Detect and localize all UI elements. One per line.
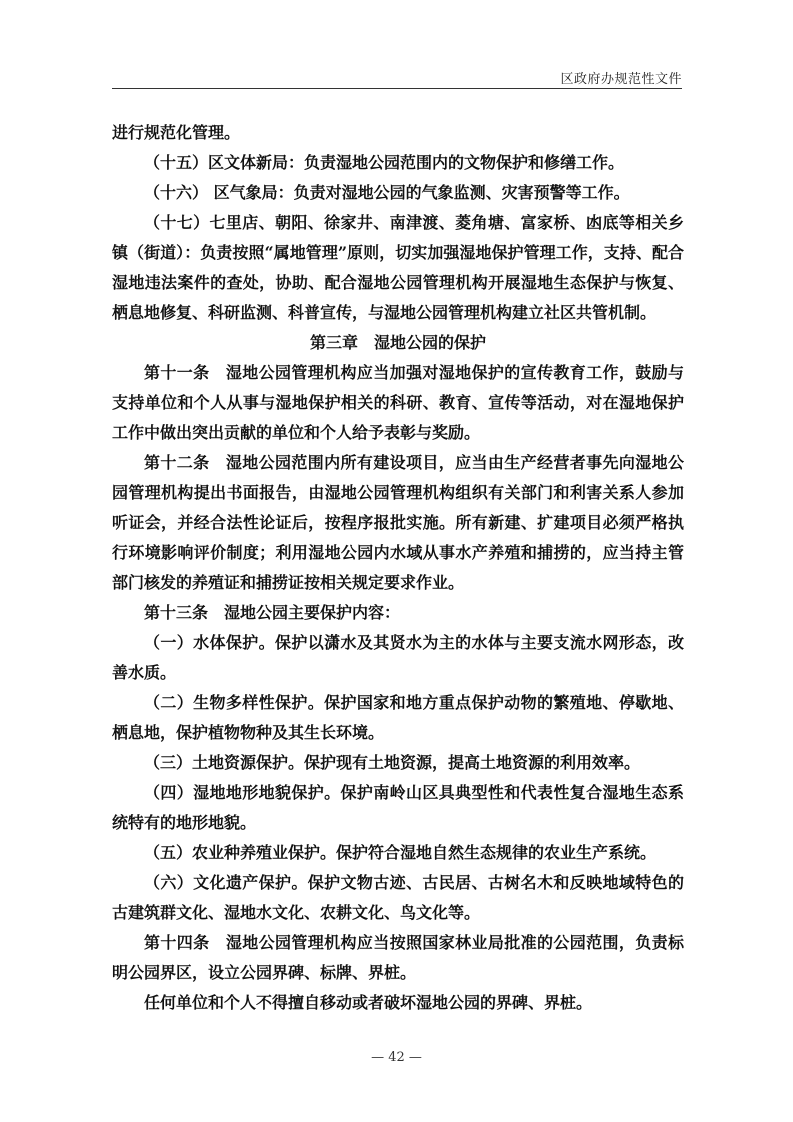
article-paragraph: 第十四条 湿地公园管理机构应当按照国家林业局批准的公园范围，负责标明公园界区，设立公园界碑、标牌、界桩。 bbox=[112, 933, 684, 982]
paragraph: （十五）区文体新局：负责湿地公园范围内的文物保护和修缮工作。 bbox=[144, 153, 625, 172]
article-paragraph: 第十一条 湿地公园管理机构应当加强对湿地保护的宣传教育工作，鼓励与支持单位和个人从事与湿地保护相关的科研、教育、宣传等活动，对在湿地保护工作中做出突出贡献的单位和个人给予表彰与奖励。 bbox=[112, 363, 684, 442]
article-paragraph: 第十三条 湿地公园主要保护内容： bbox=[144, 603, 401, 622]
header-title: 区政府办规范性文件 bbox=[560, 72, 682, 87]
list-item: （三）土地资源保护。保护现有土地资源，提高土地资源的利用效率。 bbox=[144, 753, 641, 772]
list-item: （四）湿地地形地貌保护。保护南岭山区具典型性和代表性复合湿地生态系统特有的地形地貌。 bbox=[112, 783, 684, 832]
list-item: （二）生物多样性保护。保护国家和地方重点保护动物的繁殖地、停歇地、栖息地，保护植物物种及其生长环境。 bbox=[112, 693, 684, 742]
list-item: （六）文化遗产保护。保护文物古迹、古民居、古树名木和反映地域特色的古建筑群文化、湿地水文化、农耕文化、鸟文化等。 bbox=[112, 873, 684, 922]
paragraph: 任何单位和个人不得擅自移动或者破坏湿地公园的界碑、界桩。 bbox=[144, 993, 593, 1012]
paragraph: （十六） 区气象局：负责对湿地公园的气象监测、灾害预警等工作。 bbox=[144, 183, 630, 202]
page-header bbox=[112, 68, 682, 90]
page-number: — 42 — bbox=[371, 1050, 422, 1065]
paragraph: （十七）七里店、朝阳、徐家井、南津渡、菱角塘、富家桥、凼底等相关乡镇（街道）：负责按照“属地管理”原则，切实加强湿地保护管理工作，支持、配合湿地违法案件的查处，协助、配合湿地公园管理机构开展湿地生态保护与恢复、栖息地修复、科研监测、科普宣传，与湿地公园管理机构建立社区共管机制。 bbox=[112, 213, 684, 322]
document-body bbox=[112, 118, 684, 1018]
paragraph: 进行规范化管理。 bbox=[112, 123, 241, 142]
list-item: （一）水体保护。保护以潇水及其贤水为主的水体与主要支流水网形态，改善水质。 bbox=[112, 633, 684, 682]
list-item: （五）农业种养殖业保护。保护符合湿地自然生态规律的农业生产系统。 bbox=[144, 843, 657, 862]
article-paragraph: 第十二条 湿地公园范围内所有建设项目，应当由生产经营者事先向湿地公园管理机构提出书面报告，由湿地公园管理机构组织有关部门和利害关系人参加听证会，并经合法性论证后，按程序报批实施。所有新建、扩建项目必须严格执行环境影响评价制度；利用湿地公园内水域从事水产养殖和捕捞的，应当持主管部门核发的养殖证和捕捞证按相关规定要求作业。 bbox=[112, 453, 684, 592]
header-rule bbox=[112, 88, 682, 89]
chapter-heading: 第三章 湿地公园的保护 bbox=[309, 333, 486, 352]
